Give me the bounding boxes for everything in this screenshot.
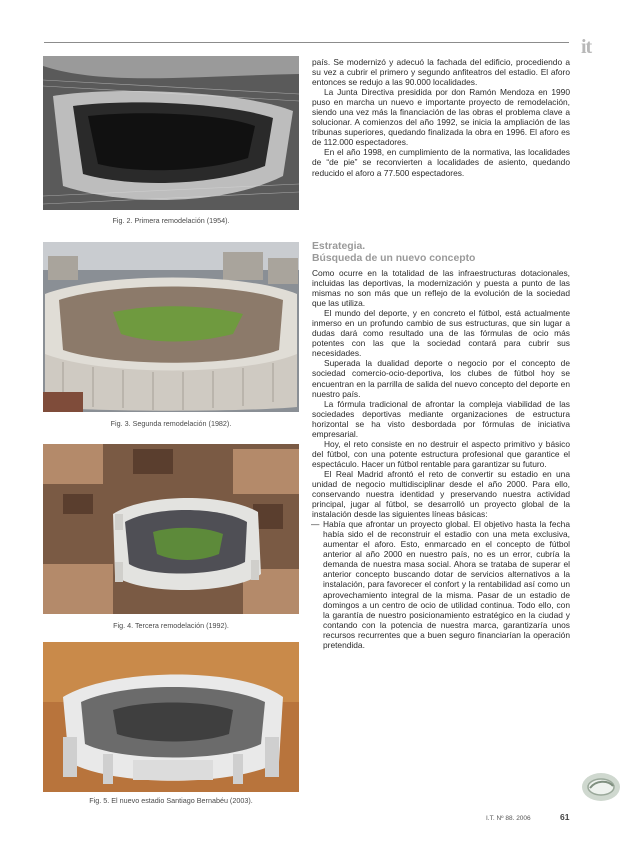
body-paragraph: Como ocurre en la totalidad de las infraestructuras dotacionales, incluidas las deportivas, la modernización y puesta a punto de las mismas no son más que un reflejo de la evolución de la sociedad que las utiliza. <box>312 268 570 309</box>
section-body <box>312 268 570 650</box>
section-heading <box>312 241 570 265</box>
page-number: 61 <box>560 812 570 822</box>
figure-5-photo <box>43 642 299 792</box>
section-title: Estrategia. <box>312 241 366 252</box>
figure-4-photo <box>43 444 299 614</box>
body-paragraph: El Real Madrid afrontó el reto de convertir su estadio en una unidad de negocio multidisciplinar desde el año 2000. Para ello, conservando nuestra identidad y preservando nuestra actividad principal, jugar al fútbol, se desarrolló un proyecto global de la instalación desde las siguientes líneas básicas: <box>312 468 570 520</box>
top-rule <box>44 42 569 43</box>
figure-3-caption: Fig. 3. Segunda remodelación (1982). <box>110 419 232 428</box>
section-mark: it <box>581 36 592 58</box>
figure-4-caption: Fig. 4. Tercera remodelación (1992). <box>113 621 229 630</box>
footer-issue: I.T. Nº 88. 2006 <box>486 815 531 822</box>
body-paragraph: El mundo del deporte, y en concreto el fútbol, está actualmente inmerso en un profundo cambio de sus estructuras, que sin lugar a dudas dará como resultado una de las fórmulas de ocio más potentes con las que la sociedad contará para cubrir sus necesidades. <box>312 308 570 359</box>
body-paragraph: La fórmula tradicional de afrontar la compleja viabilidad de las sociedades deportivas mediante organizaciones de estructura horizontal se ha visto desbordada por fórmulas de iniciativa empresarial. <box>312 398 570 439</box>
figure-5-caption: Fig. 5. El nuevo estadio Santiago Bernabéu (2003). <box>89 796 253 805</box>
body-paragraph: Superada la dualidad deporte o negocio por el concepto de sociedad comercio-ocio-deportiva, los clubes de fútbol hoy se encuentran en la parrilla de salida del nuevo concepto del deporte en nuestro país. <box>312 358 570 399</box>
figure-2-photo <box>43 56 299 210</box>
figure-3-photo <box>43 242 299 412</box>
magazine-logo-icon <box>580 770 622 804</box>
figure-2-caption: Fig. 2. Primera remodelación (1954). <box>112 216 230 225</box>
list-dash: — <box>311 519 320 530</box>
list-item <box>312 519 570 650</box>
body-paragraph: Hoy, el reto consiste en no destruir el aspecto primitivo y básico del fútbol, con una potente estructura profesional que garantice el espectáculo. Hacer un fútbol rentable para garantizar su futuro. <box>312 438 570 469</box>
list-item-text: Había que afrontar un proyecto global. El objetivo hasta la fecha había sido el de reconstruir el estadio con una meta exclusiva, aumentar el aforo. Esto, enmarcado en el concepto de fútbol anterior al año 2000 en nuestro país, no es un error, cubría la demanda de nuestra masa social. Ahora se trataba de superar el anterior concepto buscando dotar de servicios alternativos a la instalación, para favorecer el confort y la rentabilidad así como un aprovechamiento integral de la misma. Pasar de un estadio de domingos a un centro de ocio de utilidad continua. Todo ello, con la garantía de nuestro posicionamiento estratégico en la ciudad y contando con la potencia de nuestra marca, garantizaría unos recursos recurrentes que a buen seguro financiarían la operación pretendida. <box>323 519 570 650</box>
bullet-list <box>312 519 570 650</box>
intro-text <box>312 57 570 178</box>
intro-paragraph: La Junta Directiva presidida por don Ramón Mendoza en 1990 puso en marcha un nuevo e importante proyecto de remodelación, siendo una vez más la financiación de las obras el problema clave a solucionar. A comienzos del año 1992, se inicia la ampliación de las tribunas superiores, quedando finalizada la obra en 1996. El aforo es de 112.000 espectadores. <box>312 87 570 148</box>
intro-paragraph: país. Se modernizó y adecuó la fachada del edificio, procediendo a su vez a cubrir el primero y segundo anfiteatros del estadio. El aforo entonces se redujo a las 90.000 localidades. <box>312 57 570 88</box>
intro-paragraph: En el año 1998, en cumplimiento de la normativa, las localidades de “de pie” se reconvierten a localidades de asiento, quedando reducido el aforo a 77.500 espectadores. <box>312 147 570 178</box>
section-subtitle: Búsqueda de un nuevo concepto <box>312 253 476 264</box>
